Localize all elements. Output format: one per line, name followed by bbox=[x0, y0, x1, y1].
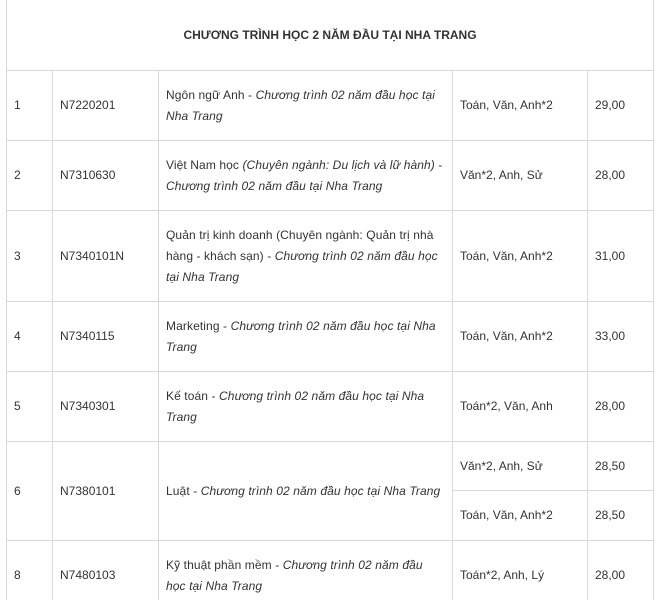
row-number: 4 bbox=[7, 302, 53, 372]
program-name-text: Kế toán - bbox=[166, 388, 220, 403]
table-row bbox=[7, 211, 654, 302]
subject-combination: Toán, Văn, Anh*2 bbox=[453, 302, 588, 372]
row-number: 3 bbox=[7, 211, 53, 302]
program-code: N7340101N bbox=[53, 211, 159, 302]
table-row bbox=[7, 141, 654, 211]
program-name bbox=[159, 372, 453, 442]
program-name-italic: Chương trình 02 năm đầu học tại Nha Trang bbox=[166, 557, 423, 593]
row-number: 5 bbox=[7, 372, 53, 442]
admission-score: 28,00 bbox=[588, 541, 654, 600]
program-name-italic: Chương trình 02 năm đầu học tại Nha Trang bbox=[166, 87, 435, 123]
row-number: 8 bbox=[7, 541, 53, 600]
program-name-text: Luật - bbox=[166, 483, 201, 498]
table-row bbox=[7, 372, 654, 442]
program-code: N7340301 bbox=[53, 372, 159, 442]
admission-score: 28,00 bbox=[588, 141, 654, 211]
program-name bbox=[159, 541, 453, 600]
subject-combination: Toán*2, Anh, Lý bbox=[453, 541, 588, 600]
program-name bbox=[159, 141, 453, 211]
program-name-italic: Chương trình 02 năm đầu tại Nha Trang bbox=[166, 178, 383, 193]
program-name-text: Quản trị kinh doanh (Chuyên ngành: Quản trị nhà hàng - khách sạn) - bbox=[166, 227, 434, 263]
subject-combination: Toán, Văn, Anh*2 bbox=[453, 71, 588, 141]
admission-score: 28,50 bbox=[588, 442, 654, 491]
program-name-text: Việt Nam học bbox=[166, 157, 243, 172]
row-number: 1 bbox=[7, 71, 53, 141]
admission-score: 33,00 bbox=[588, 302, 654, 372]
subject-combination: Toán, Văn, Anh*2 bbox=[453, 211, 588, 302]
program-name bbox=[159, 442, 453, 541]
program-name-text: Marketing - bbox=[166, 318, 231, 333]
program-code: N7340115 bbox=[53, 302, 159, 372]
table-title: CHƯƠNG TRÌNH HỌC 2 NĂM ĐẦU TẠI NHA TRANG bbox=[7, 0, 654, 71]
row-number: 6 bbox=[7, 442, 53, 541]
table-row bbox=[7, 541, 654, 600]
program-name-italic: Chương trình 02 năm đầu học tại Nha Trang bbox=[166, 388, 425, 424]
table-row bbox=[7, 302, 654, 372]
program-name bbox=[159, 71, 453, 141]
admission-score: 29,00 bbox=[588, 71, 654, 141]
program-name bbox=[159, 211, 453, 302]
row-number: 2 bbox=[7, 141, 53, 211]
program-code: N7480103 bbox=[53, 541, 159, 600]
program-name bbox=[159, 302, 453, 372]
subject-combination: Văn*2, Anh, Sử bbox=[453, 141, 588, 211]
admission-score: 31,00 bbox=[588, 211, 654, 302]
admission-score: 28,00 bbox=[588, 372, 654, 442]
program-name-italic: Chương trình 02 năm đầu học tại Nha Trang bbox=[200, 483, 441, 498]
program-name-italic: Chương trình 02 năm đầu học tại Nha Trang bbox=[166, 318, 436, 354]
program-table bbox=[6, 0, 654, 600]
program-name-italic: (Chuyên ngành: Du lịch và lữ hành) bbox=[242, 157, 435, 172]
program-name-italic: Chương trình 02 năm đầu học tại Nha Trang bbox=[166, 248, 438, 284]
program-name-text: Kỹ thuật phần mềm - bbox=[166, 557, 283, 572]
program-name-text: - bbox=[434, 157, 443, 172]
subject-combination: Văn*2, Anh, Sử bbox=[453, 442, 588, 491]
admission-score: 28,50 bbox=[588, 491, 654, 541]
table-row bbox=[7, 71, 654, 141]
program-code: N7220201 bbox=[53, 71, 159, 141]
table-row bbox=[7, 442, 654, 491]
program-code: N7380101 bbox=[53, 442, 159, 541]
program-code: N7310630 bbox=[53, 141, 159, 211]
subject-combination: Toán, Văn, Anh*2 bbox=[453, 491, 588, 541]
table-title-row bbox=[7, 0, 654, 71]
program-name-text: Ngôn ngữ Anh - bbox=[166, 87, 256, 102]
subject-combination: Toán*2, Văn, Anh bbox=[453, 372, 588, 442]
